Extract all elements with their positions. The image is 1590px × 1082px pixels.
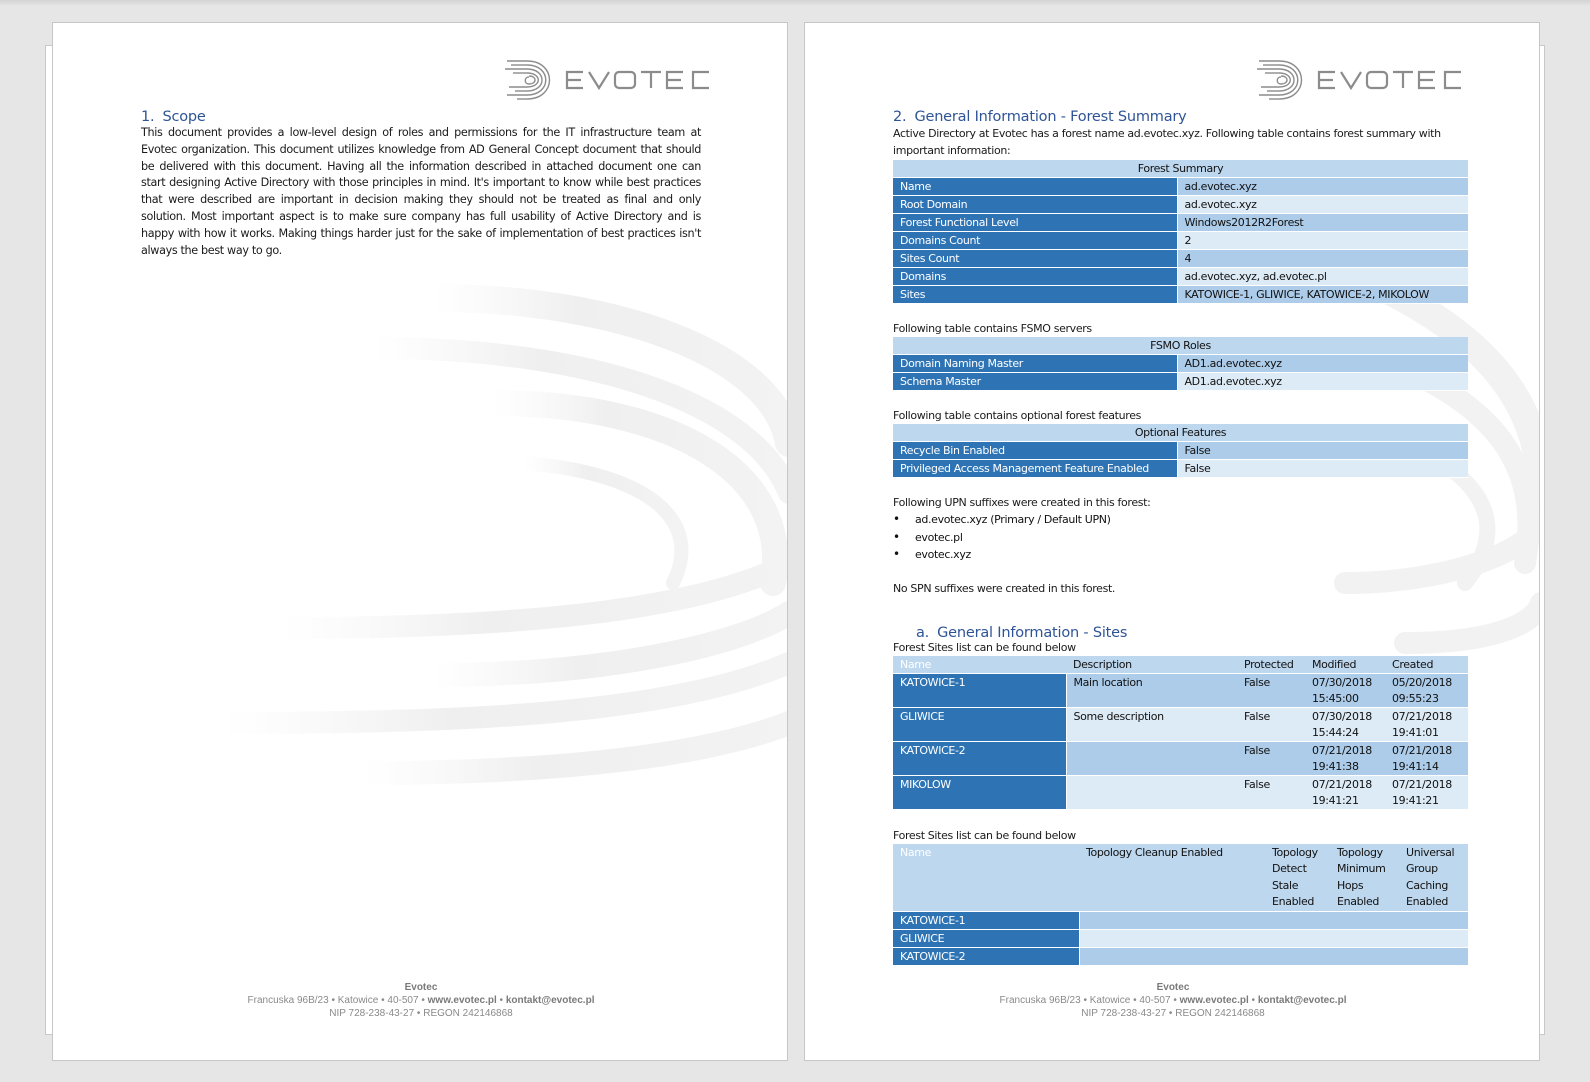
- table-row: [893, 178, 1468, 196]
- footer-registration-line: [805, 1007, 1540, 1020]
- footer-separator: •: [421, 995, 425, 1006]
- document-page-2: [804, 22, 1540, 1061]
- evotec-logo: [505, 55, 725, 105]
- row-key: Recycle Bin Enabled: [893, 442, 1177, 460]
- footer-separator: •: [1168, 1008, 1173, 1019]
- row-values: [1079, 929, 1468, 947]
- row-values: [1079, 911, 1468, 929]
- table-row: [893, 355, 1468, 373]
- site-description: Some description: [1066, 707, 1237, 741]
- row-key: Forest Functional Level: [893, 214, 1177, 232]
- column-header: Topology Cleanup Enabled: [1079, 844, 1265, 912]
- site-description: [1066, 775, 1237, 809]
- row-value: AD1.ad.evotec.xyz: [1177, 373, 1468, 391]
- column-header: Universal Group Caching Enabled: [1399, 844, 1468, 912]
- section-number: 2.: [893, 109, 907, 125]
- row-value: ad.evotec.xyz, ad.evotec.pl: [1177, 268, 1468, 286]
- footer-separator: •: [1083, 995, 1087, 1006]
- table-row: [893, 196, 1468, 214]
- footer-website-link[interactable]: www.evotec.pl: [1179, 995, 1249, 1006]
- site-name: GLIWICE: [893, 929, 1079, 947]
- footer-separator: •: [381, 995, 385, 1006]
- page-footer: [53, 981, 788, 1020]
- site-created: [1385, 775, 1468, 809]
- column-header: Protected: [1237, 656, 1305, 674]
- table-row: [893, 232, 1468, 250]
- footer-nip: NIP 728-238-43-27: [329, 1008, 415, 1019]
- page-footer: [805, 981, 1540, 1020]
- sites-table: [893, 656, 1468, 810]
- footer-city: Katowice: [1089, 995, 1131, 1006]
- footer-separator: •: [416, 1008, 421, 1019]
- row-value: Windows2012R2Forest: [1177, 214, 1468, 232]
- site-protected: False: [1237, 707, 1305, 741]
- site-protected: False: [1237, 741, 1305, 775]
- time: 19:41:14: [1392, 759, 1439, 773]
- row-value: False: [1177, 460, 1468, 478]
- row-value: KATOWICE-1, GLIWICE, KATOWICE-2, MIKOLOW: [1177, 286, 1468, 304]
- table-row: [893, 741, 1468, 775]
- footer-separator: •: [1173, 995, 1177, 1006]
- table-row: [893, 911, 1468, 929]
- upn-intro: Following UPN suffixes were created in this forest:: [893, 496, 1151, 509]
- list-item: • evotec.xyz: [893, 546, 1468, 564]
- table-row: [893, 286, 1468, 304]
- column-header: Name: [893, 844, 1079, 912]
- row-key: Domain Naming Master: [893, 355, 1177, 373]
- site-description: [1066, 741, 1237, 775]
- footer-regon: REGON 242146868: [1175, 1008, 1265, 1019]
- upn-suffix-list: [893, 511, 1468, 564]
- row-key: Name: [893, 178, 1177, 196]
- footer-separator: •: [1251, 995, 1256, 1006]
- site-modified: [1305, 673, 1385, 707]
- column-header: Topology Minimum Hops Enabled: [1330, 844, 1399, 912]
- date: 07/30/2018: [1312, 675, 1372, 689]
- footer-email-link[interactable]: kontakt@evotec.pl: [1257, 995, 1347, 1006]
- row-key: Schema Master: [893, 373, 1177, 391]
- column-header: Created: [1385, 656, 1468, 674]
- time: 15:44:24: [1312, 725, 1359, 739]
- row-value: ad.evotec.xyz: [1177, 196, 1468, 214]
- time: 19:41:01: [1392, 725, 1439, 739]
- site-modified: [1305, 707, 1385, 741]
- evotec-logo: [1257, 55, 1477, 105]
- site-created: [1385, 707, 1468, 741]
- window-top-edge: [0, 0, 1590, 6]
- table-header-row: [893, 844, 1468, 912]
- table-row: [893, 947, 1468, 965]
- table-row: [893, 268, 1468, 286]
- table-title: FSMO Roles: [893, 337, 1468, 355]
- forest-summary-section: [893, 109, 1468, 966]
- site-description: Main location: [1066, 673, 1237, 707]
- time: 19:41:38: [1312, 759, 1359, 773]
- footer-postal: 40-507: [387, 995, 419, 1006]
- date: 05/20/2018: [1392, 675, 1452, 689]
- site-topology-table: [893, 844, 1468, 966]
- footer-postal: 40-507: [1139, 995, 1171, 1006]
- forest-summary-table: [893, 160, 1468, 304]
- time: 15:45:00: [1312, 691, 1359, 705]
- section-heading-scope: [141, 109, 701, 125]
- subsection-number: a.: [916, 624, 930, 641]
- footer-nip: NIP 728-238-43-27: [1081, 1008, 1167, 1019]
- table-title: Forest Summary: [893, 160, 1468, 178]
- date: 07/21/2018: [1312, 777, 1372, 791]
- date: 07/21/2018: [1392, 777, 1452, 791]
- subsection-title: General Information - Sites: [937, 624, 1128, 641]
- table-header-row: [893, 656, 1468, 674]
- footer-separator: •: [499, 995, 504, 1006]
- site-name: MIKOLOW: [893, 775, 1066, 809]
- site-name: KATOWICE-1: [893, 673, 1066, 707]
- date: 07/21/2018: [1312, 743, 1372, 757]
- site-name: GLIWICE: [893, 707, 1066, 741]
- document-page-1: [52, 22, 788, 1061]
- footer-address-line: [805, 994, 1540, 1007]
- site-modified: [1305, 775, 1385, 809]
- footer-registration-line: [53, 1007, 788, 1020]
- section-title: General Information - Forest Summary: [914, 109, 1187, 125]
- table-row: [893, 250, 1468, 268]
- section-heading-forest-summary: [893, 109, 1468, 125]
- section-title: Scope: [162, 109, 206, 125]
- table-row: [893, 673, 1468, 707]
- sites-intro: Forest Sites list can be found below: [893, 640, 1076, 654]
- forest-intro-paragraph: Active Directory at Evotec has a forest name ad.evotec.xyz. Following table contains forest summary with important information:: [893, 127, 1441, 157]
- optional-features-table: [893, 424, 1468, 478]
- row-values: [1079, 947, 1468, 965]
- table-row: [893, 373, 1468, 391]
- footer-separator: •: [331, 995, 335, 1006]
- spn-note: No SPN suffixes were created in this forest.: [893, 581, 1116, 595]
- row-value: 4: [1177, 250, 1468, 268]
- fsmo-intro: Following table contains FSMO servers: [893, 322, 1092, 335]
- row-value: False: [1177, 442, 1468, 460]
- date: 07/30/2018: [1312, 709, 1372, 723]
- footer-regon: REGON 242146868: [423, 1008, 513, 1019]
- table-row: [893, 214, 1468, 232]
- site-name: KATOWICE-2: [893, 741, 1066, 775]
- site-created: [1385, 673, 1468, 707]
- row-value: 2: [1177, 232, 1468, 250]
- row-key: Sites Count: [893, 250, 1177, 268]
- footer-address-line: [53, 994, 788, 1007]
- time: 09:55:23: [1392, 691, 1439, 705]
- column-header: Name: [893, 656, 1066, 674]
- row-key: Domains: [893, 268, 1177, 286]
- footer-company: Evotec: [404, 982, 438, 993]
- row-key: Sites: [893, 286, 1177, 304]
- row-key: Privileged Access Management Feature Enabled: [893, 460, 1177, 478]
- table-row: [893, 707, 1468, 741]
- column-header: Modified: [1305, 656, 1385, 674]
- table-row: [893, 775, 1468, 809]
- row-value: ad.evotec.xyz: [1177, 178, 1468, 196]
- scope-section: [141, 109, 701, 259]
- site-name: KATOWICE-2: [893, 947, 1079, 965]
- footer-city: Katowice: [337, 995, 379, 1006]
- list-item: • ad.evotec.xyz (Primary / Default UPN): [893, 511, 1468, 529]
- section-number: 1.: [141, 109, 155, 125]
- row-key: Root Domain: [893, 196, 1177, 214]
- date: 07/21/2018: [1392, 709, 1452, 723]
- time: 19:41:21: [1312, 793, 1359, 807]
- fsmo-roles-table: [893, 337, 1468, 391]
- table-row: [893, 460, 1468, 478]
- footer-company: Evotec: [1156, 982, 1190, 993]
- column-header: Description: [1066, 656, 1237, 674]
- list-item: • evotec.pl: [893, 529, 1468, 547]
- row-value: AD1.ad.evotec.xyz: [1177, 355, 1468, 373]
- site-modified: [1305, 741, 1385, 775]
- footer-email-link[interactable]: kontakt@evotec.pl: [505, 995, 595, 1006]
- row-key: Domains Count: [893, 232, 1177, 250]
- site-name: KATOWICE-1: [893, 911, 1079, 929]
- table-row: [893, 442, 1468, 460]
- footer-separator: •: [1133, 995, 1137, 1006]
- footer-address: Francuska 96B/23: [247, 995, 329, 1006]
- site-protected: False: [1237, 775, 1305, 809]
- features-intro: Following table contains optional forest features: [893, 409, 1141, 422]
- site-protected: False: [1237, 673, 1305, 707]
- site-created: [1385, 741, 1468, 775]
- footer-website-link[interactable]: www.evotec.pl: [427, 995, 497, 1006]
- sites2-intro: Forest Sites list can be found below: [893, 828, 1076, 842]
- date: 07/21/2018: [1392, 743, 1452, 757]
- scope-paragraph: This document provides a low-level design of roles and permissions for the IT infrastructure team at Evotec organization. This document utilizes knowledge from AD General Concept document that should be delivered with this document. Having all the information described in attached document one can start designing Active Directory with those principles in mind. It's important to know while best practices that were described are important in decision making they should not be treated as final and only solution. Most important aspect is to make sure company has full usability of Active Directory and is happy with how it works. Making things harder just for the sake of implementation of best practices isn't always the best way to go.: [141, 126, 701, 257]
- time: 19:41:21: [1392, 793, 1439, 807]
- column-header: Topology Detect Stale Enabled: [1265, 844, 1330, 912]
- table-row: [893, 929, 1468, 947]
- footer-address: Francuska 96B/23: [999, 995, 1081, 1006]
- table-title: Optional Features: [893, 424, 1468, 442]
